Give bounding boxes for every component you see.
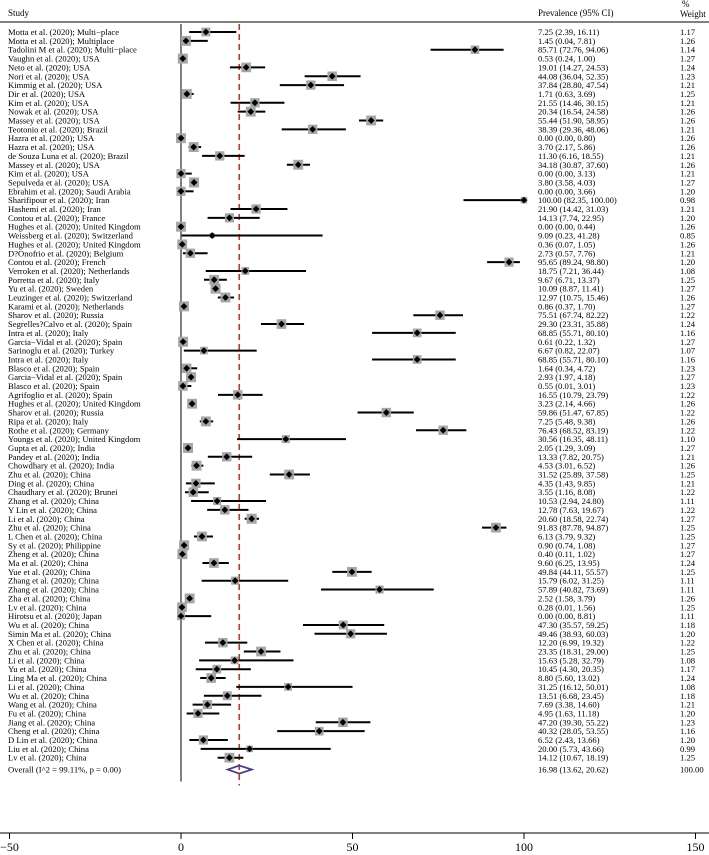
- study-name: Massey et al. (2020); USA: [8, 159, 100, 170]
- weight-text: 1.26: [680, 239, 696, 250]
- study-name: Tadolini M et al. (2020); Multi−place: [8, 44, 137, 55]
- ci-text: 3.70 (2.17, 5.86): [538, 142, 596, 153]
- study-name: Sepulveda et al. (2020); USA: [8, 177, 110, 188]
- weight-text: 1.25: [680, 752, 696, 763]
- study-name: Kimmig et al. (2020); USA: [8, 80, 103, 91]
- weight-text: 1.21: [680, 478, 696, 489]
- study-name: Simin Ma et al. (2020); China: [8, 628, 112, 639]
- study-name: Jiang et al. (2020); China: [8, 717, 96, 728]
- study-name: Vaughn et al. (2020); USA: [8, 53, 100, 64]
- study-name: Zhu et al. (2020); China: [8, 646, 91, 657]
- weight-text: 1.21: [680, 699, 696, 710]
- study-name: Hazra et al. (2020); USA: [8, 142, 95, 153]
- study-name: Verroken et al. (2020); Netherlands: [8, 265, 130, 276]
- ci-text: 34.18 (30.87, 37.60): [538, 159, 609, 170]
- study-name: Li et al. (2020); China: [8, 681, 85, 692]
- weight-text: 1.21: [680, 451, 696, 462]
- ci-text: 2.73 (0.57, 7.76): [538, 248, 596, 259]
- study-name: Intra et al. (2020); Italy: [8, 354, 89, 365]
- study-name: Hughes et al. (2020); United Kingdom: [8, 221, 141, 232]
- ci-text: 75.51 (67.74, 82.22): [538, 310, 609, 321]
- weight-text: 1.25: [680, 602, 696, 613]
- weight-text: 1.14: [680, 44, 696, 55]
- ci-text: 2.52 (1.58, 3.79): [538, 593, 596, 604]
- ci-text: 20.60 (18.58, 22.74): [538, 513, 609, 524]
- x-tick-label: 150: [686, 840, 705, 854]
- ci-text: 13.51 (6.68, 23.45): [538, 690, 604, 701]
- weight-text: 1.25: [680, 274, 696, 285]
- ci-text: 31.52 (25.89, 37.58): [538, 469, 609, 480]
- weight-text: 1.08: [680, 655, 696, 666]
- study-row: [8, 753, 695, 763]
- ci-text: 20.34 (16.54, 24.58): [538, 106, 609, 117]
- weight-text: 1.20: [680, 628, 696, 639]
- study-name: Leuzinger et al. (2020); Switzerland: [8, 292, 133, 303]
- weight-text: 1.17: [680, 664, 696, 675]
- weight-text: 1.27: [680, 513, 696, 524]
- study-name: Zhang et al. (2020); China: [8, 496, 99, 507]
- study-name: Zhang et al. (2020); China: [8, 584, 99, 595]
- ci-text: 1.45 (0.04, 7.81): [538, 35, 596, 46]
- weight-text: 0.98: [680, 195, 696, 206]
- weight-text: 1.21: [680, 124, 696, 135]
- weight-text: 1.11: [680, 611, 695, 622]
- ci-text: 85.71 (72.76, 94.06): [538, 44, 609, 55]
- weight-text: 1.21: [680, 168, 696, 179]
- study-name: Dir et al. (2020); USA: [8, 88, 86, 99]
- weight-text: 1.21: [680, 97, 696, 108]
- study-name: Zha et al. (2020); China: [8, 593, 91, 604]
- ci-text: 0.00 (0.00, 0.44): [538, 221, 596, 232]
- ci-text: 0.36 (0.07, 1.05): [538, 239, 596, 250]
- study-name: Blasco et al. (2020); Spain: [8, 363, 100, 374]
- weight-text: 1.24: [680, 62, 696, 73]
- study-name: Contou et al. (2020); France: [8, 212, 106, 223]
- weight-text: 1.10: [680, 434, 696, 445]
- ci-text: 2.05 (1.29, 3.09): [538, 442, 596, 453]
- ci-text: 7.25 (2.39, 16.11): [538, 27, 600, 37]
- ci-text: 10.45 (4.30, 20.35): [538, 664, 604, 675]
- study-name: Youngs et al. (2020); United Kingdom: [8, 434, 141, 445]
- study-name: Kim et al. (2020); USA: [8, 97, 89, 108]
- study-name: Massey et al. (2020); USA: [8, 115, 100, 126]
- study-name: Motta et al. (2020); Multiplace: [8, 35, 115, 46]
- ci-text: 3.80 (3.58, 4.03): [538, 177, 596, 188]
- x-tick-label: 50: [346, 840, 359, 854]
- weight-text: 1.17: [680, 27, 696, 37]
- weight-text: 1.27: [680, 53, 696, 64]
- ci-text: 13.33 (7.82, 20.75): [538, 451, 604, 462]
- ci-text: 12.78 (7.63, 19.67): [538, 504, 604, 515]
- study-name: Ling Ma et al. (2020); China: [8, 673, 107, 684]
- ci-text: 0.28 (0.01, 1.56): [538, 602, 596, 613]
- weight-text: 1.25: [680, 566, 696, 577]
- weight-text: 1.24: [680, 558, 696, 568]
- study-name: Karami et al. (2020); Netherlands: [8, 301, 124, 312]
- ci-text: 68.85 (55.71, 80.10): [538, 354, 609, 365]
- study-name: Chowdhary et al. (2020); India: [8, 460, 115, 471]
- study-name: Zhu et al. (2020); China: [8, 469, 91, 480]
- overall-label: Overall (I^2 = 99.11%, p = 0.00): [8, 764, 121, 775]
- study-name: Wang et al. (2020); China: [8, 699, 97, 710]
- study-name: Ripa et al. (2020); Italy: [8, 416, 89, 427]
- ci-text: 59.86 (51.47, 67.85): [538, 407, 609, 418]
- ci-text: 6.52 (2.43, 13.66): [538, 735, 600, 745]
- study-name: Segrelles?Calvo et al. (2020); Spain: [8, 319, 132, 330]
- ci-text: 9.60 (6.25, 13.95): [538, 558, 600, 568]
- study-name: Garcia−Vidal et al. (2020); Spain: [8, 372, 123, 383]
- weight-text: 1.25: [680, 469, 696, 480]
- x-tick-label: −50: [0, 840, 19, 854]
- ci-text: 0.90 (0.74, 1.08): [538, 540, 596, 551]
- study-name: Sy et al. (2020); Philippine: [8, 540, 101, 551]
- study-name: L Chen et al. (2020); China: [8, 531, 103, 542]
- ci-text: 16.55 (10.79, 23.79): [538, 389, 609, 400]
- ci-text: 7.69 (3.38, 14.60): [538, 699, 600, 710]
- study-name: Weissberg et al. (2020); Switzerland: [8, 230, 133, 241]
- study-name: Porretta et al. (2020); Italy: [8, 274, 100, 285]
- header-estimate: Prevalence (95% CI): [538, 8, 614, 18]
- ci-text: 12.20 (6.99, 19.32): [538, 637, 604, 648]
- weight-text: 1.26: [680, 398, 696, 409]
- study-name: Wu et al. (2020); China: [8, 619, 90, 630]
- ci-text: 0.00 (0.00, 8.81): [538, 611, 596, 622]
- weight-text: 1.26: [680, 35, 696, 46]
- ci-text: 57.89 (40.82, 73.69): [538, 584, 609, 595]
- study-name: Ma et al. (2020); China: [8, 558, 89, 568]
- ci-text: 0.55 (0.01, 3.01): [538, 381, 596, 391]
- ci-text: 12.97 (10.75, 15.46): [538, 292, 609, 303]
- study-name: Neto et al. (2020); USA: [8, 62, 91, 73]
- weight-text: 1.20: [680, 708, 696, 719]
- weight-text: 1.22: [680, 425, 696, 436]
- study-name: Hazra et al. (2020); USA: [8, 133, 95, 144]
- ci-text: 7.25 (5.48, 9.38): [538, 416, 596, 427]
- ci-text: 29.30 (23.31, 35.88): [538, 319, 609, 330]
- ci-text: 14.13 (7.74, 22.95): [538, 212, 604, 223]
- ci-text: 4.35 (1.43, 9.85): [538, 478, 596, 489]
- weight-text: 1.22: [680, 407, 696, 418]
- ci-text: 21.90 (14.42, 31.03): [538, 204, 609, 214]
- weight-text: 1.27: [680, 540, 696, 551]
- weight-text: 1.08: [680, 265, 696, 276]
- weight-text: 1.16: [680, 327, 696, 338]
- study-name: Li et al. (2020); China: [8, 655, 85, 666]
- weight-text: 1.27: [680, 372, 696, 383]
- ci-text: 9.67 (6.71, 13.37): [538, 274, 600, 285]
- x-tick-label: 0: [178, 840, 184, 854]
- study-name: Liu et al. (2020); China: [8, 743, 89, 754]
- ci-text: 10.53 (2.94, 24.80): [538, 496, 604, 507]
- study-name: Rothe et al. (2020); Germany: [8, 425, 109, 436]
- study-name: D?Onofrio et al. (2020); Belgium: [8, 248, 124, 259]
- study-name: Yu et al. (2020); Sweden: [8, 283, 94, 294]
- weight-text: 1.27: [680, 442, 696, 453]
- ci-text: 44.08 (36.04, 52.35): [538, 71, 609, 82]
- ci-text: 47.20 (39.30, 55.22): [538, 717, 609, 728]
- study-name: Wu et al. (2020); China: [8, 690, 90, 701]
- weight-text: 1.26: [680, 221, 696, 232]
- ci-text: 0.86 (0.37, 1.70): [538, 301, 596, 312]
- study-name: Pandey et al. (2020); India: [8, 451, 100, 462]
- study-name: Contou et al. (2020); French: [8, 257, 106, 268]
- ci-text: 0.00 (0.00, 3.66): [538, 186, 596, 197]
- study-name: Ding et al. (2020); China: [8, 478, 95, 489]
- weight-text: 1.25: [680, 646, 696, 657]
- ci-text: 15.63 (5.28, 32.79): [538, 655, 604, 666]
- x-tick-label: 100: [515, 840, 533, 854]
- study-name: Zhu et al. (2020); China: [8, 522, 91, 533]
- weight-text: 1.07: [680, 345, 696, 356]
- weight-text: 1.20: [680, 735, 696, 745]
- weight-text: 1.18: [680, 619, 696, 630]
- ci-text: 0.61 (0.22, 1.32): [538, 336, 596, 347]
- weight-text: 1.26: [680, 416, 696, 427]
- ci-text: 4.95 (1.63, 11.18): [538, 708, 600, 719]
- weight-text: 1.23: [680, 717, 696, 728]
- ci-text: 55.44 (51.90, 58.95): [538, 115, 609, 126]
- ci-text: 20.00 (5.73, 43.66): [538, 743, 604, 754]
- ci-text: 91.83 (87.78, 94.87): [538, 522, 609, 533]
- ci-text: 1.71 (0.63, 3.69): [538, 88, 596, 99]
- study-name: Chaudhary et al. (2020); Brunei: [8, 487, 118, 498]
- weight-text: 1.20: [680, 186, 696, 197]
- weight-text: 1.22: [680, 310, 696, 321]
- study-name: Sharifipour et al. (2020); Iran: [8, 195, 110, 206]
- weight-text: 1.26: [680, 106, 696, 117]
- ci-text: 38.39 (29.36, 48.06): [538, 124, 609, 135]
- overall-weight-text: 100.00: [680, 764, 704, 775]
- weight-text: 1.11: [680, 584, 695, 595]
- study-name: Zheng et al. (2020); China: [8, 549, 99, 560]
- weight-text: 1.26: [680, 593, 696, 604]
- weight-text: 1.26: [680, 115, 696, 126]
- weight-text: 1.21: [680, 150, 696, 161]
- ci-text: 8.80 (5.60, 13.02): [538, 673, 600, 684]
- ci-text: 3.55 (1.16, 8.08): [538, 487, 596, 498]
- ci-text: 18.75 (7.21, 36.44): [538, 265, 604, 276]
- ci-text: 2.93 (1.97, 4.18): [538, 372, 596, 383]
- ci-text: 76.43 (68.52, 83.19): [538, 425, 609, 436]
- ci-text: 15.79 (6.02, 31.25): [538, 575, 604, 586]
- study-name: Y Lin et al. (2020); China: [8, 504, 97, 515]
- weight-text: 1.27: [680, 336, 696, 347]
- weight-text: 1.26: [680, 142, 696, 153]
- ci-text: 9.09 (0.23, 41.28): [538, 230, 600, 241]
- weight-text: 1.21: [680, 248, 696, 259]
- study-name: Hirotsu et al. (2020); Japan: [8, 611, 102, 622]
- study-name: Agrifoglio et al. (2020); Spain: [8, 389, 113, 400]
- weight-text: 1.27: [680, 283, 696, 294]
- study-rows: [8, 27, 696, 763]
- weight-text: 0.85: [680, 230, 696, 241]
- weight-text: 1.21: [680, 204, 696, 214]
- study-name: de Souza Luna et al. (2020); Brazil: [8, 150, 129, 161]
- ci-text: 14.12 (10.67, 18.19): [538, 752, 609, 763]
- weight-text: 1.22: [680, 637, 696, 648]
- weight-text: 1.25: [680, 531, 696, 542]
- ci-text: 4.53 (3.01, 6.52): [538, 460, 596, 471]
- weight-text: 1.16: [680, 354, 696, 365]
- ci-text: 95.65 (89.24, 98.80): [538, 257, 609, 268]
- study-name: Nowak et al. (2020); USA: [8, 106, 99, 117]
- ci-text: 6.13 (3.79, 9.32): [538, 531, 596, 542]
- weight-text: 1.26: [680, 460, 696, 471]
- weight-text: 1.27: [680, 177, 696, 188]
- header-study: Study: [8, 8, 30, 18]
- overall-ci-text: 16.98 (13.62, 20.62): [538, 764, 609, 775]
- ci-text: 0.00 (0.00, 3.13): [538, 168, 596, 179]
- weight-text: 1.25: [680, 522, 696, 533]
- ci-text: 30.56 (16.35, 48.11): [538, 434, 608, 445]
- weight-text: 1.26: [680, 292, 696, 303]
- weight-text: 1.25: [680, 88, 696, 99]
- ci-text: 100.00 (82.35, 100.00): [538, 195, 617, 206]
- weight-text: 1.20: [680, 257, 696, 268]
- weight-text: 1.22: [680, 487, 696, 498]
- study-name: Teotonio et al. (2020); Brazil: [8, 124, 108, 135]
- study-name: Li et al. (2020); China: [8, 513, 85, 524]
- study-name: Zhang et al. (2020); China: [8, 575, 99, 586]
- weight-text: 1.11: [680, 575, 695, 586]
- ci-text: 10.09 (8.87, 11.41): [538, 283, 604, 294]
- weight-text: 1.26: [680, 159, 696, 170]
- weight-text: 1.27: [680, 549, 696, 560]
- study-name: Cheng et al. (2020); China: [8, 726, 100, 737]
- weight-text: 1.23: [680, 71, 696, 82]
- study-name: Hughes et al. (2020); United Kingdom: [8, 398, 141, 409]
- weight-text: 1.24: [680, 673, 696, 684]
- ci-text: 1.64 (0.34, 4.72): [538, 363, 596, 374]
- weight-text: 1.20: [680, 212, 696, 223]
- header-weight-symbol: %: [682, 0, 690, 9]
- weight-text: 1.22: [680, 389, 696, 400]
- weight-text: 1.24: [680, 319, 696, 330]
- study-name: Yue et al. (2020); China: [8, 566, 91, 577]
- study-name: Hughes et al. (2020); United Kingdom: [8, 239, 141, 250]
- weight-text: 1.26: [680, 133, 696, 144]
- study-name: X Chen et al. (2020); China: [8, 637, 104, 648]
- weight-text: 1.23: [680, 363, 696, 374]
- ci-text: 0.00 (0.00, 0.80): [538, 133, 596, 144]
- ci-text: 19.01 (14.27, 24.53): [538, 62, 609, 73]
- ci-text: 0.40 (0.11, 1.02): [538, 549, 595, 560]
- weight-text: 0.99: [680, 743, 696, 754]
- ci-text: 0.53 (0.24, 1.00): [538, 53, 596, 64]
- ci-text: 40.32 (28.05, 53.55): [538, 726, 609, 737]
- study-name: Lv et al. (2020); China: [8, 752, 87, 763]
- ci-text: 49.84 (44.11, 55.57): [538, 566, 608, 577]
- header-weight-label: Weight: [680, 9, 706, 19]
- study-name: Ebrahim et al. (2020); Saudi Arabia: [8, 186, 131, 197]
- weight-text: 1.21: [680, 80, 696, 91]
- ci-text: 23.35 (18.31, 29.00): [538, 646, 609, 657]
- weight-text: 1.23: [680, 381, 696, 391]
- weight-text: 1.18: [680, 690, 696, 701]
- x-axis: [0, 833, 709, 854]
- ci-text: 21.55 (14.46, 30.15): [538, 97, 609, 108]
- study-name: Garcia−Vidal et al. (2020); Spain: [8, 336, 123, 347]
- ci-text: 6.67 (0.82, 22.07): [538, 345, 600, 356]
- study-name: Nori et al. (2020); USA: [8, 71, 90, 82]
- study-name: Hashemi et al. (2020); Iran: [8, 204, 101, 214]
- ci-text: 47.30 (35.57, 59.25): [538, 619, 609, 630]
- ci-text: 49.46 (38.93, 60.03): [538, 628, 609, 639]
- weight-text: 1.11: [680, 496, 695, 507]
- study-name: D Lin et al. (2020); China: [8, 735, 98, 745]
- overall-row: [8, 765, 704, 775]
- weight-text: 1.16: [680, 726, 696, 737]
- study-name: Intra et al. (2020); Italy: [8, 327, 89, 338]
- study-name: Yu et al. (2020); China: [8, 664, 87, 675]
- study-name: Gupta et al. (2020); India: [8, 442, 96, 453]
- study-name: Motta et al. (2020); Multi−place: [8, 27, 120, 37]
- ci-text: 37.84 (28.80, 47.54): [538, 80, 609, 91]
- study-name: Sarinoglu et al. (2020); Turkey: [8, 345, 115, 356]
- study-name: Sharov et al. (2020); Russia: [8, 310, 104, 321]
- weight-text: 1.22: [680, 504, 696, 515]
- ci-text: 11.30 (6.16, 18.55): [538, 150, 604, 161]
- ci-text: 3.23 (2.14, 4.66): [538, 398, 596, 409]
- study-name: Fu et al. (2020); China: [8, 708, 87, 719]
- ci-text: 31.25 (16.12, 50.01): [538, 681, 609, 692]
- study-name: Sharov et al. (2020); Russia: [8, 407, 104, 418]
- study-name: Blasco et al. (2020); Spain: [8, 381, 100, 391]
- study-name: Kim et al. (2020); USA: [8, 168, 89, 179]
- weight-text: 1.08: [680, 681, 696, 692]
- study-name: Lv et al. (2020); China: [8, 602, 87, 613]
- ci-text: 68.85 (55.71, 80.10): [538, 327, 609, 338]
- weight-text: 1.27: [680, 301, 696, 312]
